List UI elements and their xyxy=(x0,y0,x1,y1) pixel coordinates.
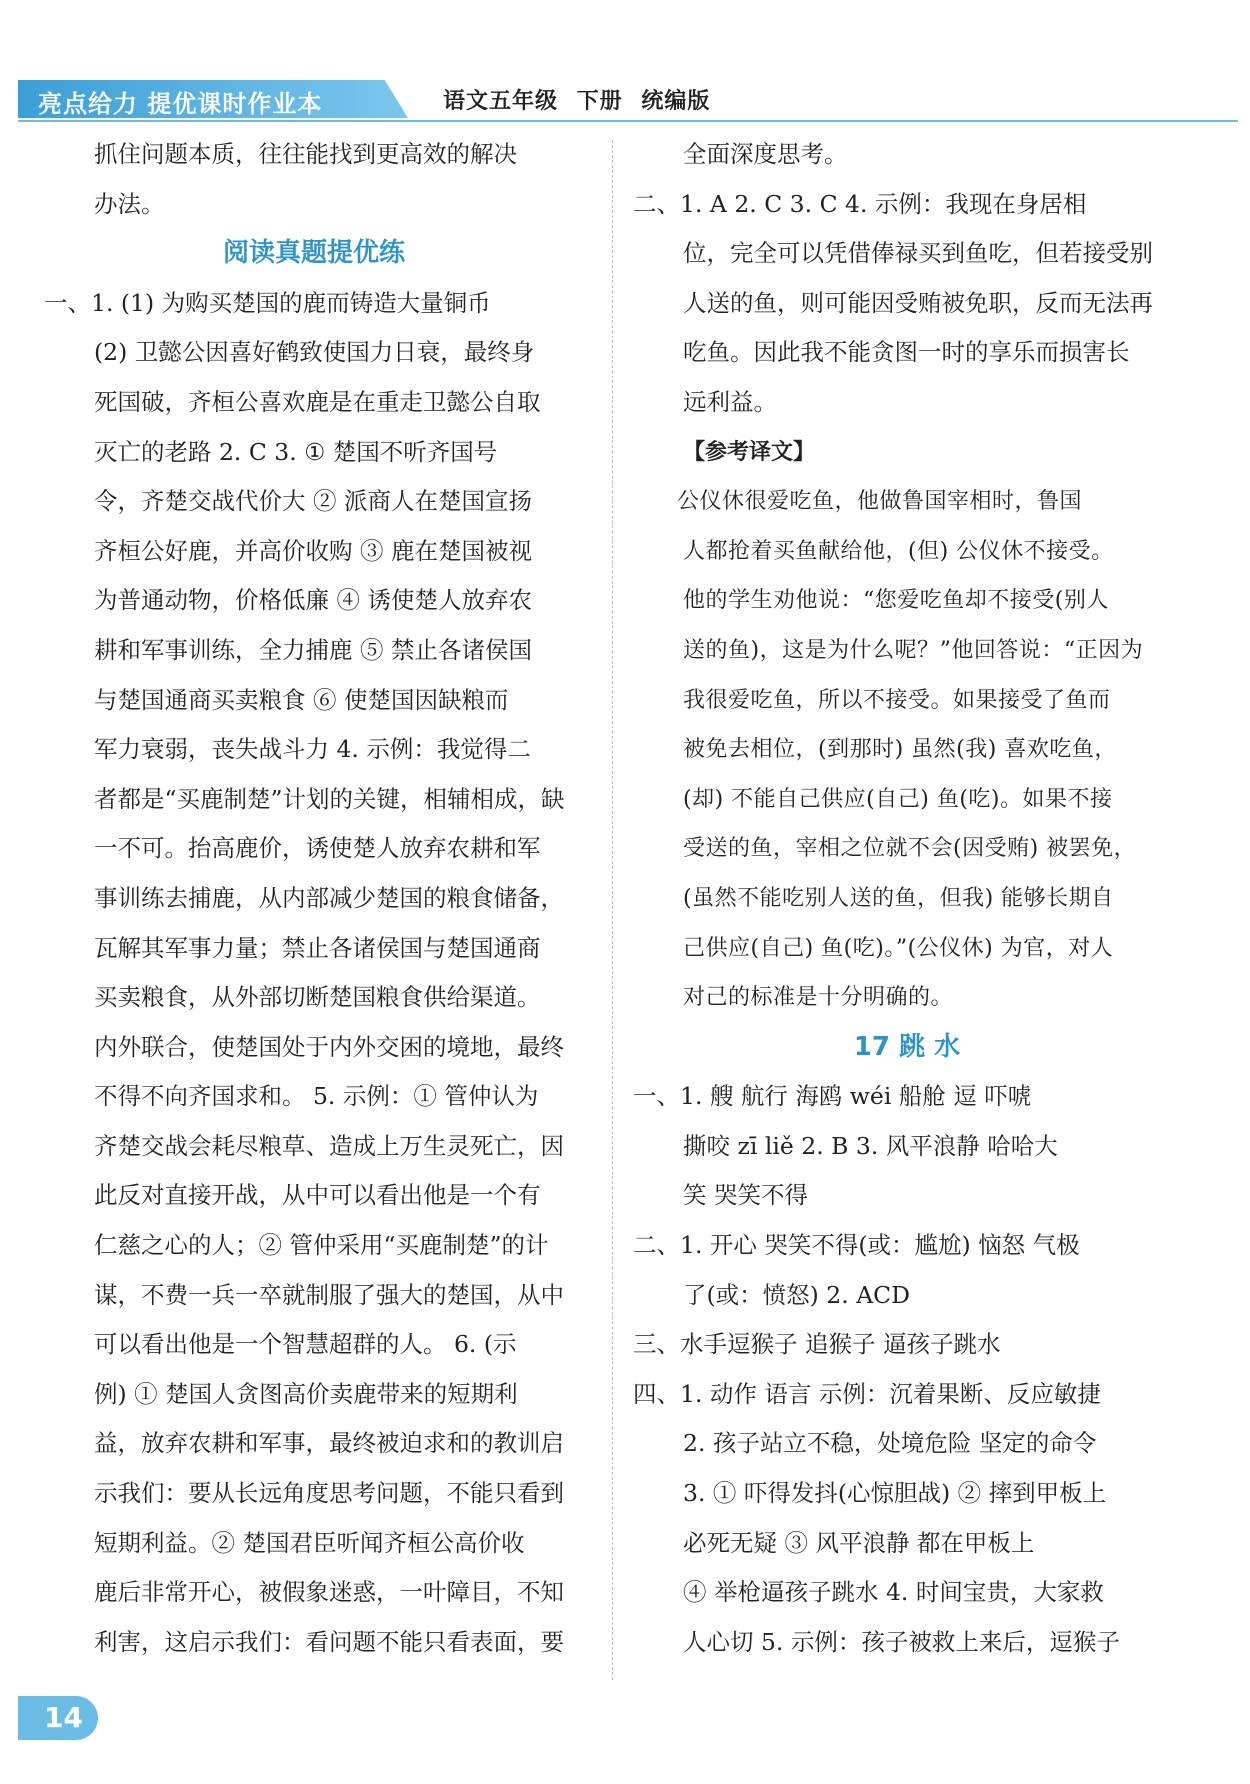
answer-line: 必死无疑 ③ 风平浪静 都在甲板上 xyxy=(683,1528,1035,1557)
translation-line: 人都抢着买鱼献给他，(但) 公仪休不接受。 xyxy=(683,538,1114,564)
section-title: 17 跳 水 xyxy=(853,1031,961,1062)
translation-line: 对己的标准是十分明确的。 xyxy=(683,985,954,1011)
translation-line: 他的学生劝他说：“您爱吃鱼却不接受(别人 xyxy=(683,588,1109,614)
translation-line: (虽然不能吃别人送的鱼，但我) 能够长期自 xyxy=(683,885,1114,911)
answer-line: 齐桓公好鹿，并高价收购 ③ 鹿在楚国被视 xyxy=(94,536,532,565)
answer-line: 位，完全可以凭借俸禄买到鱼吃，但若接受别 xyxy=(683,239,1153,268)
answer-line: 全面深度思考。 xyxy=(683,140,848,168)
answer-line: ④ 举枪逼孩子跳水 4. 时间宝贵，大家救 xyxy=(683,1578,1104,1607)
answer-line: 耕和军事训练，全力捕鹿 ⑤ 禁止各诸侯国 xyxy=(94,635,532,664)
answer-line: 令，齐楚交战代价大 ② 派商人在楚国宣扬 xyxy=(94,487,532,516)
left-column xyxy=(44,130,584,1667)
translation-line: 送的鱼)，这是为什么呢？”他回答说：“正因为 xyxy=(683,637,1144,663)
answer-line: 人心切 5. 示例：孩子被救上来后，逗猴子 xyxy=(683,1627,1120,1656)
answer-line: 三、水手逗猴子 追猴子 逼孩子跳水 xyxy=(633,1330,1001,1359)
answer-line: 例) ① 楚国人贪图高价卖鹿带来的短期利 xyxy=(94,1379,518,1408)
answer-line: 死国破，齐桓公喜欢鹿是在重走卫懿公自取 xyxy=(94,387,541,416)
translation-line: 受送的鱼，宰相之位就不会(因受贿) 被罢免， xyxy=(683,836,1137,862)
answer-line: 示我们：要从长远角度思考问题，不能只看到 xyxy=(94,1479,564,1508)
answer-line: 一、1. 艘 航行 海鸥 wéi 船舱 逗 吓唬 xyxy=(633,1082,1032,1111)
answer-line: 利害，这启示我们：看问题不能只看表面，要 xyxy=(94,1627,564,1656)
translation-line: (却) 不能自己供应(自己) 鱼(吃)。如果不接 xyxy=(683,786,1113,812)
answer-line: 短期利益。② 楚国君臣听闻齐桓公高价收 xyxy=(94,1528,525,1557)
answer-line: 为普通动物，价格低廉 ④ 诱使楚人放弃农 xyxy=(94,586,532,615)
page-number-tab xyxy=(18,1696,98,1740)
answer-line: 事训练去捕鹿，从内部减少楚国的粮食储备， xyxy=(94,883,564,912)
translation-line: 公仪休很爱吃鱼，他做鲁国宰相时，鲁国 xyxy=(677,489,1083,515)
answer-line: 了(或：愤怒) 2. ACD xyxy=(683,1280,910,1309)
answer-line: 办法。 xyxy=(94,189,165,218)
answer-line: (2) 卫懿公因喜好鹤致使国力日衰，最终身 xyxy=(94,338,535,367)
answer-line: 仁慈之心的人；② 管仲采用“买鹿制楚”的计 xyxy=(94,1231,549,1260)
answer-line: 瓦解其军事力量；禁止各诸侯国与楚国通商 xyxy=(94,933,541,962)
answer-line: 二、1. A 2. C 3. C 4. 示例：我现在身居相 xyxy=(633,189,1087,218)
answer-line: 益，放弃农耕和军事，最终被迫求和的教训启 xyxy=(94,1429,564,1458)
page-number: 14 xyxy=(44,1701,83,1734)
reference-translation-label: 【参考译文】 xyxy=(683,439,816,465)
answer-line: 远利益。 xyxy=(683,387,777,416)
section-title: 阅读真题提优练 xyxy=(222,238,405,269)
answer-line: 笑 哭笑不得 xyxy=(683,1181,808,1210)
answer-line: 鹿后非常开心，被假象迷惑，一叶障目，不知 xyxy=(94,1578,564,1607)
page-header xyxy=(18,80,1238,126)
translation-line: 被免去相位，(到那时) 虽然(我) 喜欢吃鱼， xyxy=(683,737,1117,763)
answer-line: 可以看出他是一个智慧超群的人。 6. (示 xyxy=(94,1330,517,1359)
translation-line: 己供应(自己) 鱼(吃)。”(公仪休) 为官，对人 xyxy=(683,935,1114,961)
book-subtitle: 语文五年级 下册 统编版 xyxy=(443,89,711,114)
answer-line: 吃鱼。因此我不能贪图一时的享乐而损害长 xyxy=(683,338,1130,367)
header-rule xyxy=(18,120,1238,122)
answer-line: 与楚国通商买卖粮食 ⑥ 使楚国因缺粮而 xyxy=(94,685,509,714)
answer-line: 此反对直接开战，从中可以看出他是一个有 xyxy=(94,1181,541,1210)
answer-line: 2. 孩子站立不稳，处境危险 坚定的命令 xyxy=(683,1429,1097,1458)
answer-line: 齐楚交战会耗尽粮草、造成上万生灵死亡，因 xyxy=(94,1131,564,1160)
answer-line: 一不可。抬高鹿价，诱使楚人放弃农耕和军 xyxy=(94,834,541,863)
translation-line: 我很爱吃鱼，所以不接受。如果接受了鱼而 xyxy=(683,687,1111,713)
answer-line: 灭亡的老路 2. C 3. ① 楚国不听齐国号 xyxy=(94,437,498,466)
answer-line: 谋，不费一兵一卒就制服了强大的楚国，从中 xyxy=(94,1280,564,1309)
answer-line: 军力衰弱，丧失战斗力 4. 示例：我觉得二 xyxy=(94,735,531,764)
answer-line: 内外联合，使楚国处于内外交困的境地，最终 xyxy=(94,1032,564,1061)
answer-line: 人送的鱼，则可能因受贿被免职，反而无法再 xyxy=(683,288,1153,317)
series-title: 亮点给力 提优课时作业本 xyxy=(38,90,323,118)
answer-line: 一、1. (1) 为购买楚国的鹿而铸造大量铜币 xyxy=(44,288,491,317)
answer-line: 不得不向齐国求和。 5. 示例：① 管仲认为 xyxy=(94,1082,539,1111)
answer-line: 3. ① 吓得发抖(心惊胆战) ② 摔到甲板上 xyxy=(683,1479,1107,1508)
answer-line: 撕咬 zī liě 2. B 3. 风平浪静 哈哈大 xyxy=(683,1131,1058,1160)
column-divider xyxy=(612,140,613,1680)
answer-line: 二、1. 开心 哭笑不得(或：尴尬) 恼怒 气极 xyxy=(633,1231,1080,1260)
answer-line: 者都是“买鹿制楚”计划的关键，相辅相成，缺 xyxy=(94,784,565,813)
answer-line: 买卖粮食，从外部切断楚国粮食供给渠道。 xyxy=(94,983,541,1012)
right-column xyxy=(633,130,1181,1667)
answer-line: 抓住问题本质，往往能找到更高效的解决 xyxy=(94,140,517,168)
answer-line: 四、1. 动作 语言 示例：沉着果断、反应敏捷 xyxy=(633,1379,1101,1408)
